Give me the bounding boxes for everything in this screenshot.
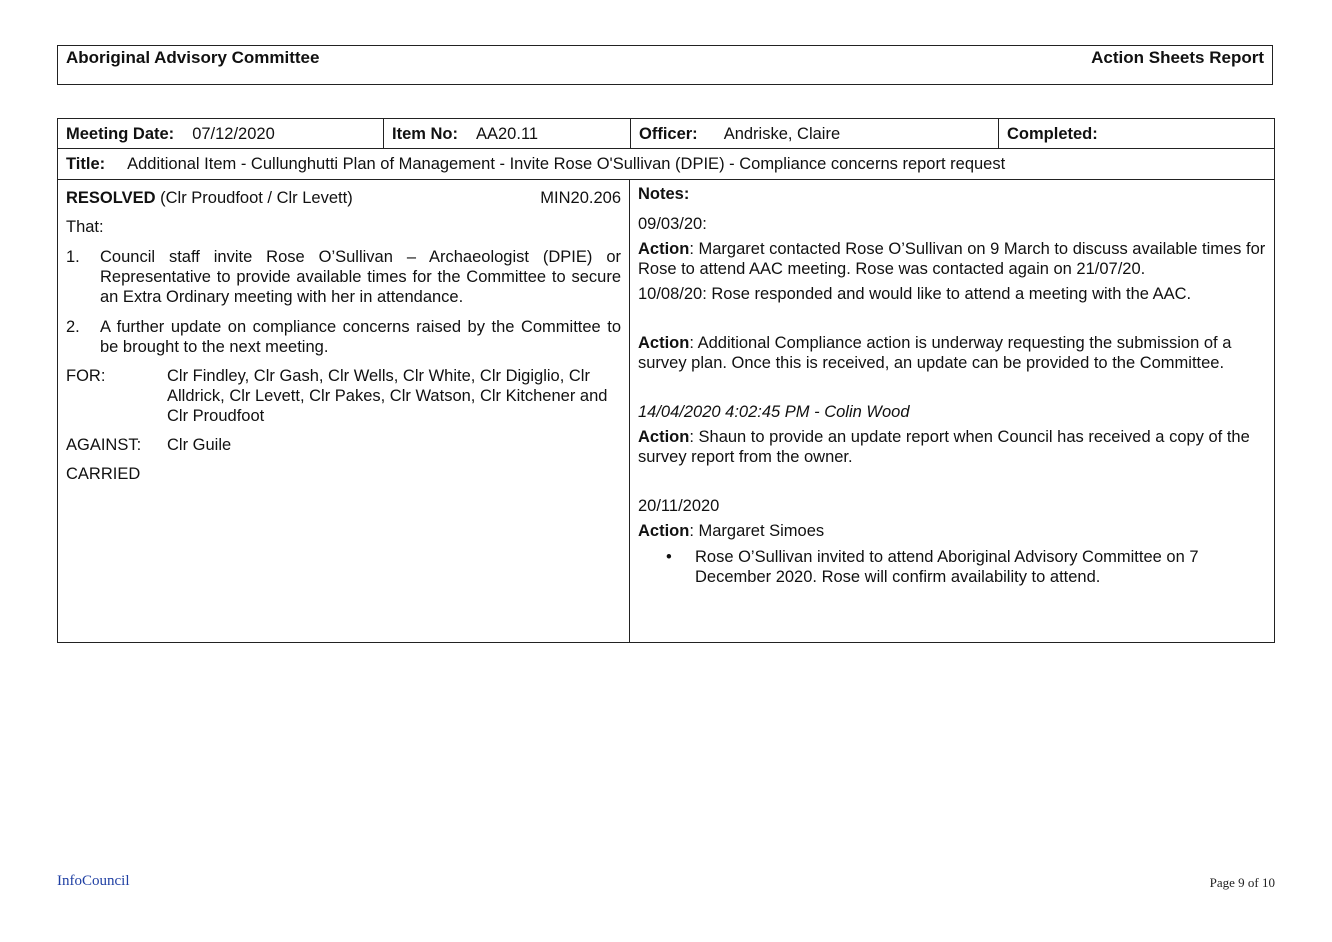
committee-name: Aboriginal Advisory Committee xyxy=(66,48,320,67)
title-label: Title: xyxy=(66,155,106,173)
completed-label: Completed: xyxy=(1007,125,1098,143)
action-word: Action xyxy=(638,334,690,352)
action-word: Action xyxy=(638,522,690,540)
page-number: Page 9 of 10 xyxy=(1209,875,1275,890)
bullet-icon: • xyxy=(666,548,672,566)
action-sheet-table xyxy=(57,118,1275,643)
notes-column xyxy=(630,180,1274,642)
resolution-item xyxy=(66,317,621,357)
resolution-item-number: 1. xyxy=(66,248,80,266)
resolution-column xyxy=(58,180,630,642)
item-title: Additional Item - Cullunghutti Plan of Management - Invite Rose O'Sullivan (DPIE) - Compliance concerns report request xyxy=(127,155,1006,173)
item-no-label: Item No: xyxy=(392,125,458,143)
completed-cell xyxy=(998,119,1274,149)
vote-for xyxy=(66,366,621,426)
minute-number: MIN20.206 xyxy=(540,189,621,207)
note-action xyxy=(638,333,1266,373)
note-update: 10/08/20: Rose responded and would like to attend a meeting with the AAC. xyxy=(638,285,1192,303)
officer-value: Andriske, Claire xyxy=(723,125,841,143)
resolution-item-number: 2. xyxy=(66,318,80,336)
action-text: : Shaun to provide an update report when Council has received a copy of the survey report from the owner. xyxy=(638,428,1250,466)
action-text: : Margaret contacted Rose O’Sullivan on 9 March to discuss available times for Rose to attend AAC meeting. Rose was contacted again on 21/07/20. xyxy=(638,240,1266,278)
resolution-item xyxy=(66,247,621,307)
title-row xyxy=(58,149,1274,180)
action-text: : Margaret Simoes xyxy=(689,522,825,540)
resolution-item-text: Council staff invite Rose O’Sullivan – Archaeologist (DPIE) or Representative to provide available times for the Committee to secure an Extra Ordinary meeting with her in attendance. xyxy=(100,248,621,306)
meta-row xyxy=(58,119,1274,149)
for-councillors: Clr Findley, Clr Gash, Clr Wells, Clr White, Clr Digiglio, Clr Alldrick, Clr Levett, Clr Pakes, Clr Watson, Clr Kitchener and Clr Proudfoot xyxy=(167,367,608,425)
note-action xyxy=(638,239,1266,279)
meeting-date-cell xyxy=(58,119,383,149)
item-no-value: AA20.11 xyxy=(476,125,539,143)
resolved-line xyxy=(66,188,621,208)
note-date: 09/03/20: xyxy=(638,215,707,233)
officer-cell xyxy=(630,119,998,149)
notes-heading: Notes: xyxy=(638,185,690,203)
resolved-word: RESOLVED xyxy=(66,189,156,207)
report-title: Action Sheets Report xyxy=(1091,48,1264,67)
for-label: FOR: xyxy=(66,367,106,385)
outcome: CARRIED xyxy=(66,465,141,483)
against-councillors: Clr Guile xyxy=(167,436,232,454)
action-word: Action xyxy=(638,428,690,446)
note-bullet xyxy=(638,547,1266,587)
resolution-item-text: A further update on compliance concerns raised by the Committee to be brought to the next meeting. xyxy=(100,318,621,356)
action-text: : Additional Compliance action is underway requesting the submission of a survey plan. Once this is received, an update can be provided to the Committee. xyxy=(638,334,1232,372)
report-header xyxy=(57,45,1273,85)
meeting-date-label: Meeting Date: xyxy=(66,125,175,143)
bullet-text: Rose O’Sullivan invited to attend Aboriginal Advisory Committee on 7 December 2020. Rose will confirm availability to attend. xyxy=(695,548,1199,586)
officer-label: Officer: xyxy=(639,125,698,143)
vote-against xyxy=(66,435,621,455)
meeting-date-value: 07/12/2020 xyxy=(192,125,275,143)
action-word: Action xyxy=(638,240,690,258)
item-no-cell xyxy=(383,119,630,149)
note-action xyxy=(638,521,1266,541)
note-action xyxy=(638,427,1266,467)
that-label: That: xyxy=(66,218,104,236)
against-label: AGAINST: xyxy=(66,436,142,454)
infocouncil-brand: InfoCouncil xyxy=(57,873,130,889)
note-date: 20/11/2020 xyxy=(638,497,720,515)
resolution-movers: (Clr Proudfoot / Clr Levett) xyxy=(160,189,353,207)
note-timestamp: 14/04/2020 4:02:45 PM - Colin Wood xyxy=(638,403,910,421)
